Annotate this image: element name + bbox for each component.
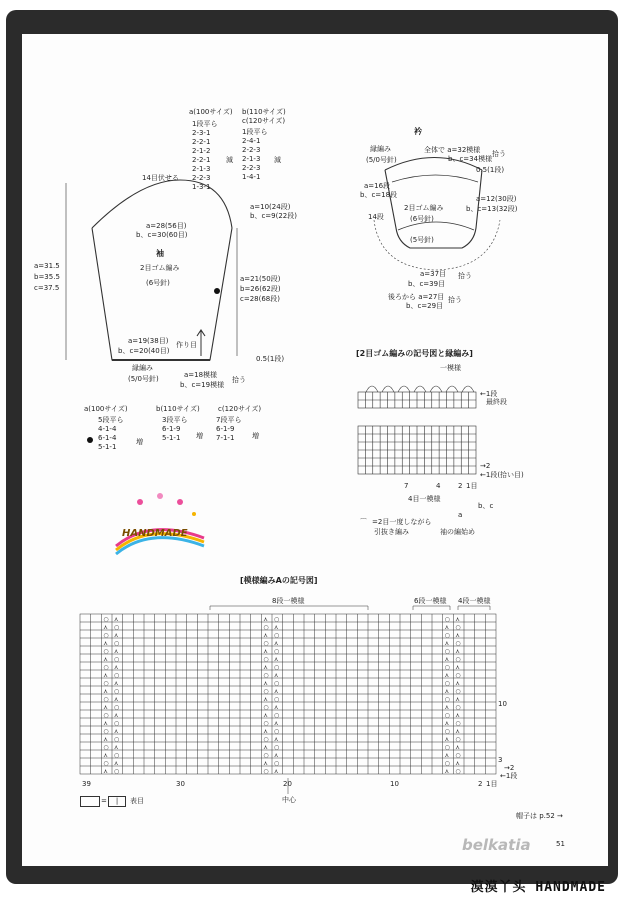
collar-pick-front: 拾う (458, 272, 472, 280)
row-1: ←1段 (500, 772, 518, 780)
increase-legend-dot (87, 437, 93, 443)
collar-front-bc: b、c=39目 (408, 280, 446, 288)
legend-eq: = (101, 797, 107, 805)
stitch-symbol: ○ (444, 664, 450, 671)
row-3: 3 (498, 756, 503, 764)
stitch-symbol: ⋏ (103, 656, 108, 663)
collar-center-needle: (6号針) (410, 215, 434, 223)
stitch-symbol: ○ (274, 696, 280, 703)
stitch-symbol: ○ (114, 624, 120, 631)
stitch-symbol: ○ (103, 728, 109, 735)
stitch-symbol: ⋏ (274, 704, 279, 711)
stitch-symbol: ⋏ (455, 664, 460, 671)
watermark: 漠漠丫头 HANDMADE (470, 880, 606, 895)
rib-start: 袖の編始め (440, 528, 475, 536)
increase-row-c: 7-1-1 (216, 434, 235, 442)
stitch-symbol: ⋏ (274, 736, 279, 743)
rib-legend-1: =2目一度しながら (372, 518, 432, 526)
decrease-row-a: 2-2-3 (192, 174, 211, 182)
stitch-symbol: ⋏ (263, 744, 268, 751)
stitch-symbol: ⋏ (103, 704, 108, 711)
decrease-rows-bc (242, 128, 267, 182)
stitch-symbol: ⋏ (274, 768, 279, 775)
legend-text: 表目 (130, 797, 144, 805)
increase-row-b: 3段平ら (162, 416, 188, 424)
stitch-symbol: ○ (274, 712, 280, 719)
page-number: 51 (556, 840, 565, 848)
stitch-symbol: ○ (455, 672, 461, 679)
edge-title: 縁編み (132, 364, 153, 372)
stitch-symbol: ○ (263, 736, 269, 743)
stitch-symbol: ⋏ (263, 696, 268, 703)
collar-back-a: 後ろから a=27目 (388, 293, 445, 301)
increase-row-c: 6-1-9 (216, 425, 235, 433)
decrease-row-bc: 2-2-3 (242, 146, 261, 154)
col-10: 10 (390, 780, 399, 788)
collar-pick-back: 拾う (448, 296, 462, 304)
edge-rows: 0.5(1段) (256, 355, 285, 363)
stitch-symbol: ○ (263, 640, 269, 647)
stitch-symbol: ⋏ (444, 736, 450, 743)
cap-rows-a: a=10(24段) (250, 203, 291, 211)
stitch-symbol: ○ (103, 680, 109, 687)
stitch-symbol: ⋏ (455, 696, 460, 703)
stitch-symbol: ⋏ (114, 712, 119, 719)
stitch-symbol: ⋏ (274, 752, 279, 759)
rib-last: 最終段 (486, 398, 507, 406)
stitch-symbol: ○ (263, 624, 269, 631)
cap-rows-bc: b、c=9(22段) (250, 212, 297, 220)
stitch-symbol: ○ (103, 712, 109, 719)
stitch-symbol: ⋏ (455, 680, 460, 687)
rib-picot-arc (446, 386, 458, 392)
collar-front-a: a=37目 (420, 270, 447, 278)
stitch-symbol: ○ (274, 728, 280, 735)
collar-right-a: a=12(30段) (476, 195, 517, 203)
stitch-symbol: ⋏ (444, 768, 450, 775)
stitch-symbol: ○ (103, 632, 109, 639)
sleeve-title: 袖 (156, 249, 164, 258)
stitch-symbol: ○ (274, 680, 280, 687)
collar-all-a: 全体で a=32模様 (424, 146, 481, 154)
stitch-symbol: ○ (103, 696, 109, 703)
stitch-symbol: ⋏ (455, 760, 460, 767)
pick-a: a=18模様 (184, 371, 218, 379)
stitch-symbol: ○ (444, 616, 450, 623)
rib-x7: 7 (404, 482, 409, 490)
sleeve-pattern: 2目ゴム編み (140, 264, 180, 272)
col-30: 30 (176, 780, 185, 788)
stitch-symbol: ⋏ (103, 640, 108, 647)
rib-picot-arc (366, 386, 378, 392)
stitch-symbol: ⋏ (455, 712, 460, 719)
rib-legend-2: 引抜き編み (374, 528, 409, 536)
hat-reference: 帽子は p.52 → (516, 812, 563, 820)
rib-bc: b、c (478, 502, 494, 510)
bottom-a: a=19(38目) (128, 337, 169, 345)
rib-a: a (458, 511, 463, 519)
length-c: c=37.5 (34, 284, 60, 292)
size-header-c: c(120サイズ) (242, 117, 286, 125)
bottom-bc: b、c=20(40目) (118, 347, 170, 355)
stitch-symbol: ○ (444, 632, 450, 639)
stitch-symbol: ⋏ (114, 632, 119, 639)
collar-left-bc: b、c=18段 (360, 191, 398, 199)
stitch-symbol: ○ (114, 640, 120, 647)
rib-x1: 1目 (466, 482, 478, 490)
rib-row2: →2 (480, 462, 491, 470)
body-rows-c: c=28(68段) (240, 295, 280, 303)
stitch-symbol: ○ (263, 720, 269, 727)
stitch-symbol: ○ (274, 664, 280, 671)
stitch-symbol: ○ (114, 672, 120, 679)
bracket-rep8 (210, 606, 368, 610)
increase-row-a: 5-1-1 (98, 443, 117, 451)
stitch-symbol: ⋏ (263, 728, 268, 735)
cast-on-label: 作り目 (176, 341, 197, 349)
collar-right-bc: b、c=13(32段) (466, 205, 518, 213)
decrease-row-a: 2-2-1 (192, 156, 211, 164)
decrease-row-a: 1段平ら (192, 120, 218, 128)
stitch-symbol: ○ (455, 656, 461, 663)
stitch-symbol: ○ (444, 696, 450, 703)
stitch-symbol: ○ (455, 688, 461, 695)
decrease-row-bc: 2-1-3 (242, 155, 261, 163)
collar-edge-needle: (5/0号針) (366, 156, 397, 164)
stitch-symbol: ⋏ (455, 728, 460, 735)
pattern-rep6: 6段一模様 (414, 597, 447, 605)
increase-row-a: 4-1-4 (98, 425, 117, 433)
stitch-symbol: ○ (114, 688, 120, 695)
rib-repeat: 一模様 (440, 364, 461, 372)
col-39: 39 (82, 780, 91, 788)
stitch-symbol: ⋏ (103, 768, 108, 775)
stitch-symbol: ○ (263, 768, 269, 775)
stitch-symbol: ⋏ (103, 736, 108, 743)
increase-row-b: 5-1-1 (162, 434, 181, 442)
rib-row1: ←1段 (480, 390, 498, 398)
stitch-symbol: ○ (114, 736, 120, 743)
stitch-symbol: ⋏ (274, 640, 279, 647)
stitch-symbol: ○ (103, 760, 109, 767)
stitch-symbol: ⋏ (444, 656, 450, 663)
edge-needle: (5/0号針) (128, 375, 159, 383)
bracket-rep4 (458, 606, 490, 610)
col-2: 2 (478, 780, 483, 788)
center-label: 中心 (282, 796, 296, 804)
pattern-rep8: 8段一模様 (272, 597, 305, 605)
increase-marker-dot (214, 288, 220, 294)
bracket-rep6 (413, 606, 450, 610)
inc-header-c: c(120サイズ) (218, 405, 262, 413)
stitch-symbol: ○ (263, 752, 269, 759)
sleeve-needle: (6号針) (146, 279, 170, 287)
stitch-symbol: ○ (455, 640, 461, 647)
stitch-symbol: ⋏ (455, 616, 460, 623)
stitch-symbol: ○ (455, 624, 461, 631)
collar-outline (374, 158, 500, 271)
stitch-symbol: ⋏ (114, 696, 119, 703)
width-bc: b、c=30(60目) (136, 231, 188, 239)
stitch-symbol: ○ (455, 720, 461, 727)
collar-inner-needle: (5号針) (410, 236, 434, 244)
legend-sym: | (108, 796, 126, 807)
stitch-symbol: ⋏ (263, 760, 268, 767)
collar-pick: 拾う (492, 150, 506, 158)
stitch-symbol: ○ (114, 704, 120, 711)
stitch-symbol: ○ (274, 632, 280, 639)
body-rows-b: b=26(62段) (240, 285, 281, 293)
collar-all-bc: b、c=34模様 (448, 155, 493, 163)
stitch-symbol: ○ (263, 688, 269, 695)
increase-col-c (216, 416, 241, 443)
stitch-symbol: ⋏ (455, 744, 460, 751)
stitch-symbol: ⋏ (114, 744, 119, 751)
length-b: b=35.5 (34, 273, 60, 281)
stitch-symbol: ○ (444, 728, 450, 735)
stitch-symbol: ⋏ (274, 672, 279, 679)
inc-header-a: a(100サイズ) (84, 405, 128, 413)
row-2: →2 (504, 764, 515, 772)
body-rows-a: a=21(50段) (240, 275, 281, 283)
stitch-symbol: ⋏ (263, 632, 268, 639)
decrease-label-a: 減 (226, 156, 233, 164)
increase-row-a: 6-1-4 (98, 434, 117, 442)
stitch-symbol: ⋏ (444, 752, 450, 759)
stitch-symbol: ⋏ (444, 704, 450, 711)
stitch-symbol: ○ (114, 656, 120, 663)
stitch-symbol: ○ (444, 648, 450, 655)
stitch-symbol: ○ (455, 704, 461, 711)
stitch-symbol: ⋏ (263, 664, 268, 671)
stitch-symbol: ⋏ (444, 640, 450, 647)
rib-x2: 2 (458, 482, 463, 490)
rib-picot-arc (382, 386, 394, 392)
stitch-symbol: ⋏ (114, 664, 119, 671)
decrease-row-a: 2-2-1 (192, 138, 211, 146)
stitch-symbol: ⋏ (444, 688, 450, 695)
decrease-label-bc: 減 (274, 156, 281, 164)
rib-chart-grid (358, 386, 476, 474)
stitch-symbol: ⋏ (103, 720, 108, 727)
collar-left-a: a=16段 (364, 182, 391, 190)
stitch-symbol: ⋏ (444, 720, 450, 727)
increase-row-a: 5段平ら (98, 416, 124, 424)
stitch-symbol: ⋏ (263, 680, 268, 687)
rib-legend-symbol: ⌒ (360, 518, 367, 526)
stitch-symbol: ○ (444, 744, 450, 751)
pattern-a-grid (80, 606, 496, 794)
stitch-symbol: ⋏ (444, 624, 450, 631)
collar-center-pattern: 2目ゴム編み (404, 204, 444, 212)
stitch-symbol: ⋏ (114, 648, 119, 655)
stitch-symbol: ○ (455, 768, 461, 775)
pick-bc: b、c=19模様 (180, 381, 225, 389)
legend-box (80, 796, 100, 807)
stitch-symbol: ○ (263, 656, 269, 663)
decrease-row-a: 2-1-2 (192, 147, 211, 155)
stitch-symbol: ⋏ (444, 672, 450, 679)
handmade-logo (110, 488, 210, 558)
stitch-symbol: ⋏ (455, 648, 460, 655)
size-header-a: a(100サイズ) (189, 108, 233, 116)
stitch-symbol: ○ (114, 720, 120, 727)
stitch-symbol: ⋏ (114, 680, 119, 687)
stitch-symbol: ○ (444, 680, 450, 687)
increase-col-a (98, 416, 123, 452)
stitch-symbol: ○ (103, 744, 109, 751)
col-20: 20 (283, 780, 292, 788)
stitch-symbol: ⋏ (103, 672, 108, 679)
brand-name: belkatia (462, 836, 531, 854)
col-1: 1目 (486, 780, 498, 788)
decrease-row-bc: 2-4-1 (242, 137, 261, 145)
decrease-rows-a (192, 120, 217, 192)
rib-picot-arc (414, 386, 426, 392)
rib-cast: ←1段(拾い目) (480, 471, 524, 479)
inc-label-b: 増 (196, 432, 203, 440)
stitch-symbol: ⋏ (263, 616, 268, 623)
increase-col-b (162, 416, 187, 443)
stitch-symbol: ⋏ (274, 720, 279, 727)
stitch-symbol: ⋏ (274, 656, 279, 663)
width-a: a=28(56目) (146, 222, 187, 230)
bind-off-label: 14目伏せる (142, 174, 179, 182)
stitch-symbol: ○ (263, 704, 269, 711)
row-10: 10 (498, 700, 507, 708)
stitch-symbol: ⋏ (263, 648, 268, 655)
inc-label-a: 増 (136, 438, 143, 446)
inc-header-b: b(110サイズ) (156, 405, 200, 413)
increase-row-c: 7段平ら (216, 416, 242, 424)
pick-label: 拾う (232, 376, 246, 384)
stitch-symbol: ○ (455, 736, 461, 743)
rib-picot-arc (462, 386, 474, 392)
collar-back-bc: b、c=29目 (406, 302, 444, 310)
pattern-rep4: 4段一模様 (458, 597, 491, 605)
stitch-symbol: ○ (103, 616, 109, 623)
logo-text: HANDMADE (122, 528, 188, 539)
decrease-row-a: 2-1-3 (192, 165, 211, 173)
collar-title: 衿 (414, 127, 422, 136)
decrease-row-a: 1-3-1 (192, 183, 211, 191)
stitch-symbol: ○ (103, 664, 109, 671)
stitch-symbol: ⋏ (274, 688, 279, 695)
rib-chart-title: [2目ゴム編みの記号図と縁編み] (356, 349, 473, 358)
stitch-symbol: ⋏ (455, 632, 460, 639)
stitch-symbol: ○ (114, 752, 120, 759)
stitch-symbol: ○ (114, 768, 120, 775)
collar-edge-rows: 0.5(1段) (476, 166, 505, 174)
stitch-symbol: ⋏ (274, 624, 279, 631)
decrease-row-a: 2-3-1 (192, 129, 211, 137)
decrease-row-bc: 2-2-3 (242, 164, 261, 172)
stitch-symbol: ○ (444, 712, 450, 719)
collar-edge: 縁編み (370, 145, 391, 153)
stitch-symbol: ○ (455, 752, 461, 759)
length-a: a=31.5 (34, 262, 60, 270)
rib-rep4: 4目一模様 (408, 495, 441, 503)
collar-rows14: 14段 (368, 213, 384, 221)
size-header-b: b(110サイズ) (242, 108, 286, 116)
increase-row-b: 6-1-9 (162, 425, 181, 433)
stitch-symbol: ⋏ (263, 712, 268, 719)
pattern-a-title: [模様編みAの記号図] (240, 576, 318, 585)
stitch-symbol: ⋏ (114, 728, 119, 735)
inc-label-c: 増 (252, 432, 259, 440)
stitch-symbol: ○ (103, 648, 109, 655)
rib-x4: 4 (436, 482, 441, 490)
stitch-symbol: ⋏ (103, 752, 108, 759)
decrease-row-bc: 1-4-1 (242, 173, 261, 181)
rib-picot-arc (398, 386, 410, 392)
stitch-symbol: ⋏ (114, 616, 119, 623)
stitch-symbol: ○ (274, 616, 280, 623)
decrease-row-bc: 1段平ら (242, 128, 268, 136)
stitch-symbol: ○ (274, 760, 280, 767)
stitch-symbol: ⋏ (103, 624, 108, 631)
stitch-symbol: ⋏ (114, 760, 119, 767)
stitch-symbol: ○ (274, 648, 280, 655)
rib-picot-arc (430, 386, 442, 392)
stitch-symbol: ⋏ (103, 688, 108, 695)
stitch-symbol: ○ (274, 744, 280, 751)
stitch-symbol: ○ (444, 760, 450, 767)
stitch-symbol: ○ (263, 672, 269, 679)
